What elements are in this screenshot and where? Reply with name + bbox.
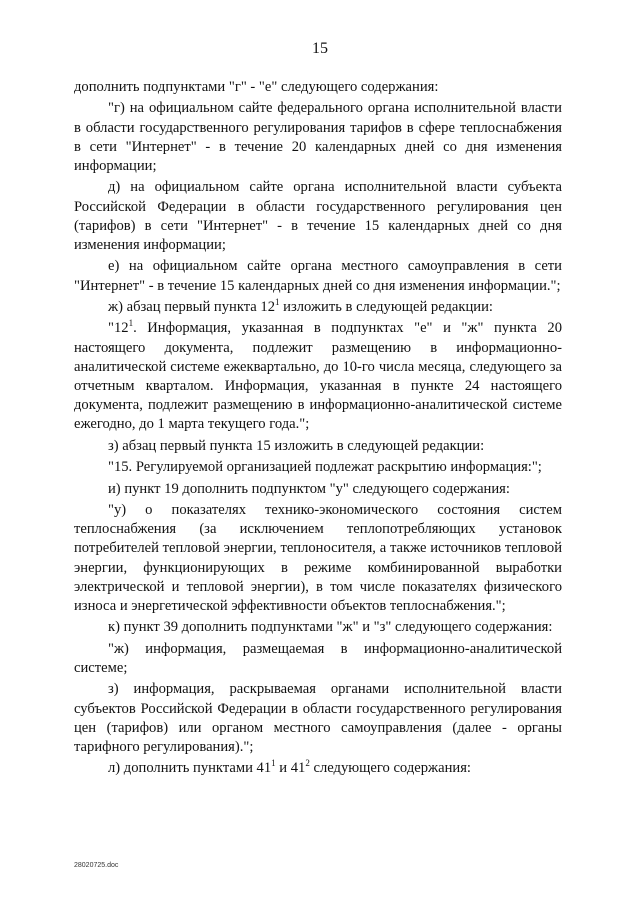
paragraph-text: л) дополнить пунктами 41 (108, 760, 272, 777)
paragraph: з) информация, раскрываемая органами исполнительной власти субъектов Российской Федерации в области государственного регулирования цен (тарифов) или органом местного самоуправления (далее - органы тарифного регулирования)."; (74, 681, 562, 755)
paragraph (74, 759, 562, 778)
paragraph: з) абзац первый пункта 15 изложить в следующей редакции: (108, 437, 485, 454)
paragraph: "ж) информация, размещаемая в информационно-аналитической системе; (74, 640, 562, 676)
paragraph: "г) на официальном сайте федерального органа исполнительной власти в области государственного регулирования тарифов в сфере теплоснабжения в сети "Интернет" - в течение 20 календарных дней со дня изменения информации; (74, 100, 562, 174)
footer-filename: 28020725.doc (74, 862, 119, 869)
paragraph: дополнить подпунктами "г" - "е" следующего содержания: (74, 79, 439, 95)
paragraph: к) пункт 39 дополнить подпунктами "ж" и "з" следующего содержания: (108, 619, 553, 636)
paragraph: е) на официальном сайте органа местного самоуправления в сети "Интернет" - в течение 15 календарных дней со дня изменения информации."; (74, 258, 562, 294)
paragraph-text: следующего содержания: (309, 760, 471, 777)
paragraph-text: изложить в следующей редакции: (279, 298, 493, 315)
paragraph-text: . Информация, указанная в подпунктах "е" и "ж" пункта 20 настоящего документа, подлежит размещению в информационно-аналитической системе ежеквартально, до 10-го числа месяца, следующего за отчетным кварталом. Информация, указанная в пункте 24 настоящего документа, подлежит размещению в информационно-аналитической системе ежегодно, до 1 марта текущего года."; (74, 320, 562, 433)
paragraph (74, 298, 562, 317)
paragraph-text: "12 (108, 320, 129, 337)
superscript: 2 (305, 758, 310, 769)
document-body (74, 78, 562, 781)
superscript: 1 (275, 296, 280, 307)
paragraph: "15. Регулируемой организацией подлежат раскрытию информация:"; (108, 459, 542, 476)
paragraph: и) пункт 19 дополнить подпунктом "у" следующего содержания: (108, 480, 510, 497)
paragraph (74, 319, 562, 434)
superscript: 1 (271, 758, 276, 769)
paragraph: "у) о показателях технико-экономического состояния систем теплоснабжения (за исключением теплопотребляющих установок потребителей тепловой энергии, теплоносителя, а также источников тепловой энергии, функционирующих в режиме комбинированной выработки электрической и тепловой энергии), в том числе показателях физического износа и энергетической эффективности объектов теплоснабжения."; (74, 501, 562, 614)
paragraph-text: и 41 (275, 760, 306, 777)
paragraph-text: ж) абзац первый пункта 12 (108, 298, 276, 315)
page-number: 15 (312, 40, 328, 57)
superscript: 1 (128, 318, 134, 329)
paragraph: д) на официальном сайте органа исполнительной власти субъекта Российской Федерации в области государственного регулирования цен (тарифов) в сети "Интернет" - в течение 15 календарных дней со дня изменения информации; (74, 179, 562, 253)
